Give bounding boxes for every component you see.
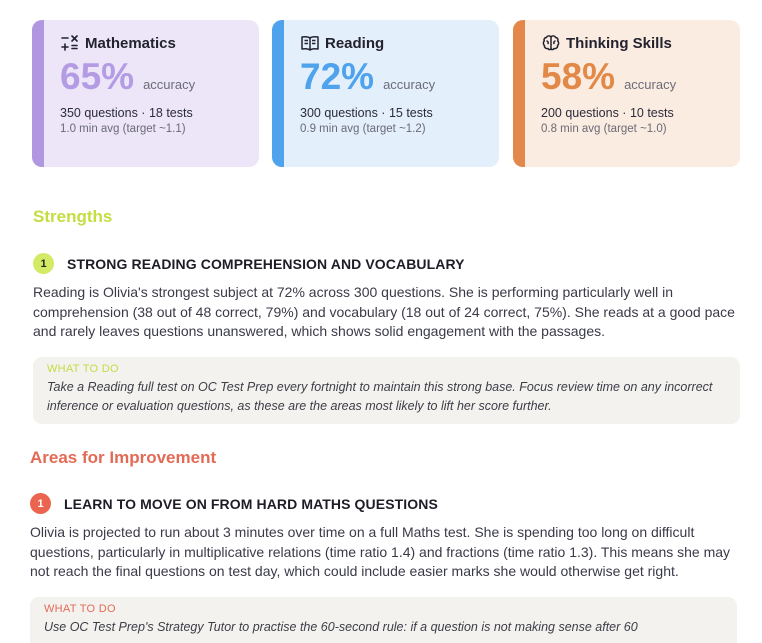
card-subject-name: Reading xyxy=(325,34,385,52)
reading-accent-bar xyxy=(272,20,284,167)
strength-item-header xyxy=(33,253,465,274)
card-subject-name: Mathematics xyxy=(85,34,176,52)
item-number-badge: 1 xyxy=(30,493,51,514)
mathematics-card xyxy=(32,20,259,167)
brain-icon xyxy=(541,33,561,53)
thinking-skills-card xyxy=(513,20,740,167)
thinking-skills-accent-bar xyxy=(513,20,525,167)
avg-time: 0.8 min avg (target ~1.0) xyxy=(541,123,667,135)
mathematics-accent-bar xyxy=(32,20,44,167)
card-subject-name: Thinking Skills xyxy=(566,34,672,52)
what-to-do-label: WHAT TO DO xyxy=(44,603,116,615)
questions-count: 200 questions · 10 tests xyxy=(541,106,674,120)
accuracy-percent: 72% xyxy=(300,56,375,97)
what-to-do-box xyxy=(33,357,740,424)
accuracy-percent: 58% xyxy=(541,56,616,97)
avg-time: 0.9 min avg (target ~1.2) xyxy=(300,123,426,135)
strengths-heading: Strengths xyxy=(33,207,113,226)
accuracy-label: accuracy xyxy=(143,77,196,92)
what-to-do-text: Use OC Test Prep's Strategy Tutor to practise the 60-second rule: if a question is not making sense after 60 xyxy=(44,620,638,634)
what-to-do-text: Take a Reading full test on OC Test Prep every fortnight to maintain this strong base. Focus review time on any incorrect inference or evaluation questions, as these are the areas most likely to lift her score further. xyxy=(47,380,713,413)
strength-item-title: STRONG READING COMPREHENSION AND VOCABULARY xyxy=(67,255,465,272)
what-to-do-label: WHAT TO DO xyxy=(47,363,119,375)
item-number-badge: 1 xyxy=(33,253,54,274)
math-operators-icon xyxy=(60,33,80,53)
avg-time: 1.0 min avg (target ~1.1) xyxy=(60,123,186,135)
reading-card xyxy=(272,20,499,167)
questions-count: 300 questions · 15 tests xyxy=(300,106,433,120)
improvement-item-body: Olivia is projected to run about 3 minutes over time on a full Maths test. She is spending too long on difficult questions, particularly in multiplicative relations (time ratio 1.4) and fractions (time ratio 1.3). This means she may not reach the final questions on test day, which could include easier marks she would otherwise get right. xyxy=(30,524,731,579)
improvement-heading: Areas for Improvement xyxy=(30,448,217,467)
accuracy-percent: 65% xyxy=(60,56,135,97)
accuracy-label: accuracy xyxy=(383,77,436,92)
open-book-icon xyxy=(300,33,320,53)
accuracy-label: accuracy xyxy=(624,77,677,92)
improvement-item-header xyxy=(30,493,438,514)
what-to-do-box xyxy=(30,597,737,643)
subject-cards xyxy=(32,20,740,167)
strength-item-body: Reading is Olivia's strongest subject at 72% across 300 questions. She is performing particularly well in comprehension (38 out of 48 correct, 79%) and vocabulary (18 out of 24 correct, 75%). She reads at a good pace and rarely leaves questions unanswered, which shows solid engagement with the passages. xyxy=(33,284,735,339)
improvement-item-title: LEARN TO MOVE ON FROM HARD MATHS QUESTIONS xyxy=(64,495,438,512)
questions-count: 350 questions · 18 tests xyxy=(60,106,193,120)
